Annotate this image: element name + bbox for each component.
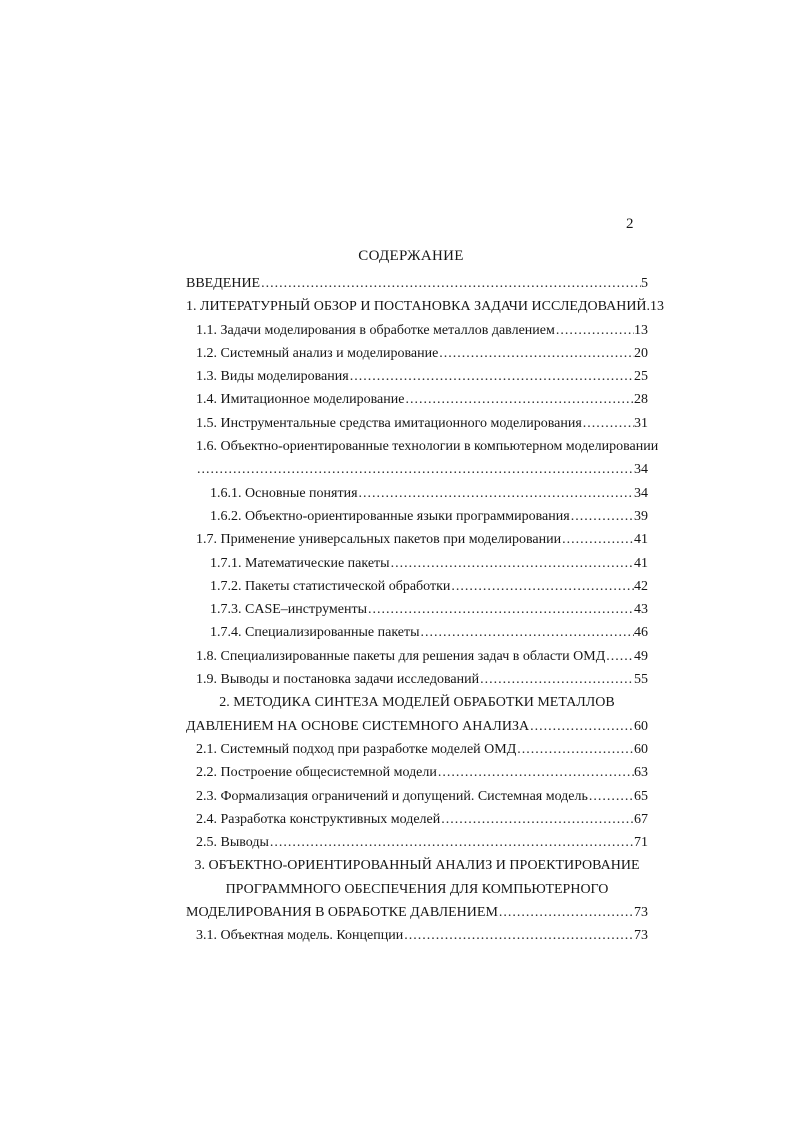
toc-entry-page: 60 (634, 741, 648, 757)
toc-entry-label: 3. ОБЪЕКТНО-ОРИЕНТИРОВАННЫЙ АНАЛИЗ И ПРОЕКТИРОВАНИЕ (194, 858, 640, 874)
toc-entry-page: 28 (634, 392, 648, 408)
toc-entry-label: ПРОГРАММНОГО ОБЕСПЕЧЕНИЯ ДЛЯ КОМПЬЮТЕРНОГО (225, 881, 609, 897)
toc-entry-1-6-1[interactable] (186, 482, 648, 505)
toc-entry-label: 1.6. Объектно-ориентированные технологии в компьютерном моделировании (196, 439, 659, 455)
toc-entry-chapter-2-line-1[interactable] (186, 691, 648, 714)
toc-entry-label: 1.4. Имитационное моделирование (196, 392, 405, 408)
toc-entry-label: ВВЕДЕНИЕ (186, 276, 261, 291)
toc-entry-label: 1.9. Выводы и постановка задачи исследований (196, 672, 480, 688)
toc-entry-label: 1.7.1. Математические пакеты (210, 555, 390, 571)
toc-entry-1-5[interactable] (186, 412, 648, 435)
toc-entry-label: 2.4. Разработка конструктивных моделей (196, 811, 441, 827)
toc-entry-page: 13 (634, 322, 648, 338)
toc-entry-2-1[interactable] (186, 738, 648, 761)
toc-entry-1-3[interactable] (186, 365, 648, 388)
toc-entry-1-1[interactable] (186, 319, 648, 342)
toc-entry-page: 13 (650, 299, 665, 315)
toc-entry-label: 2.1. Системный подход при разработке моделей ОМД (196, 741, 517, 757)
toc-entry-1-7-1[interactable] (186, 552, 648, 575)
toc-entry-page: 39 (634, 508, 648, 524)
toc-entry-label: МОДЕЛИРОВАНИЯ В ОБРАБОТКЕ ДАВЛЕНИЕМ (186, 905, 498, 921)
toc-entry-label: 1.7. Применение универсальных пакетов при моделировании (196, 532, 562, 548)
toc-entry-label: 1.8. Специализированные пакеты для решения задач в области ОМД (196, 648, 606, 664)
toc-entry-label: 1.6.2. Объектно-ориентированные языки программирования (210, 508, 570, 524)
toc-entry-1-2[interactable] (186, 342, 648, 365)
toc-entry-page: 41 (634, 532, 648, 548)
toc-entry-label: 1.6.1. Основные понятия (210, 485, 358, 501)
toc-entry-label: 1.2. Системный анализ и моделирование (196, 345, 439, 361)
toc-entry-2-2[interactable] (186, 761, 648, 784)
toc-entry-1-6[interactable] (186, 435, 659, 458)
toc-entry-label: 2.3. Формализация ограничений и допущений. Системная модель (196, 788, 588, 804)
toc-entry-page: 41 (634, 555, 648, 571)
toc-entry-label: 1.7.4. Специализированные пакеты (210, 625, 420, 641)
toc-entry-label: 1. ЛИТЕРАТУРНЫЙ ОБЗОР И ПОСТАНОВКА ЗАДАЧИ ИССЛЕДОВАНИЙ. (186, 299, 651, 315)
toc-entry-page: 67 (634, 811, 648, 827)
toc-entry-page: 46 (634, 625, 648, 641)
toc-entry-label: ДАВЛЕНИЕМ НА ОСНОВЕ СИСТЕМНОГО АНАЛИЗА (186, 718, 530, 734)
toc-entry-2-3[interactable] (186, 785, 648, 808)
toc-entry-chapter-3-line-1[interactable] (186, 854, 648, 877)
toc-entry-page: 43 (634, 602, 648, 618)
toc-entry-chapter-3-line-2[interactable] (186, 878, 648, 901)
toc-entry-page: 5 (641, 276, 648, 291)
toc-entry-chapter-3-line-3[interactable] (186, 901, 648, 924)
toc-entry-chapter-2-line-2[interactable] (186, 715, 648, 738)
toc-entry-page: 20 (634, 345, 648, 361)
page-title: СОДЕРЖАНИЕ (358, 248, 464, 264)
toc-entry-1-6-2[interactable] (186, 505, 648, 528)
toc-entry-1-7-4[interactable] (186, 621, 648, 644)
toc-entry-label: 2.5. Выводы (196, 835, 269, 851)
toc-entry-1-4[interactable] (186, 388, 648, 411)
toc-entry-page: 31 (634, 415, 648, 431)
toc-entry-page: 55 (634, 672, 648, 688)
toc-entry-page: 73 (634, 905, 648, 921)
toc-entry-1-7[interactable] (186, 528, 648, 551)
toc-entry-2-4[interactable] (186, 808, 648, 831)
toc-entry-page: 25 (634, 369, 648, 385)
toc-entry-chapter-1[interactable] (186, 295, 665, 318)
toc-entry-label: 3.1. Объектная модель. Концепции (196, 928, 404, 944)
page-number: 2 (626, 216, 634, 232)
toc-entry-page: 42 (634, 578, 648, 594)
toc-entry-1-7-3[interactable] (186, 598, 648, 621)
toc-entry-page: 71 (634, 835, 648, 851)
toc-entry-introduction[interactable] (186, 272, 648, 295)
toc-entry-label: 1.7.3. CASE–инструменты (210, 602, 367, 618)
toc-entry-1-9[interactable] (186, 668, 648, 691)
toc-entry-3-1[interactable] (186, 924, 648, 947)
toc-entry-page: 73 (634, 928, 648, 944)
toc-entry-label: 1.5. Инструментальные средства имитационного моделирования (196, 415, 582, 431)
toc-entry-label: 1.7.2. Пакеты статистической обработки (210, 578, 451, 594)
table-of-contents (186, 272, 665, 948)
toc-entry-page: 65 (634, 788, 648, 804)
toc-entry-1-7-2[interactable] (186, 575, 648, 598)
toc-entry-page: 49 (634, 648, 648, 664)
toc-entry-1-8[interactable] (186, 645, 648, 668)
toc-entry-page: 34 (634, 485, 648, 501)
toc-entry-label: 1.1. Задачи моделирования в обработке металлов давлением (196, 322, 555, 338)
toc-entry-page: 63 (634, 765, 648, 781)
toc-entry-page: 60 (634, 718, 648, 734)
toc-entry-label: 2. МЕТОДИКА СИНТЕЗА МОДЕЛЕЙ ОБРАБОТКИ МЕТАЛЛОВ (219, 695, 615, 711)
toc-entry-label: 1.3. Виды моделирования (196, 369, 349, 385)
toc-entry-page: 34 (634, 462, 648, 478)
toc-entry-label: 2.2. Построение общесистемной модели (196, 765, 437, 781)
toc-entry-2-5[interactable] (186, 831, 648, 854)
toc-entry-1-6-continuation[interactable] (186, 458, 648, 481)
